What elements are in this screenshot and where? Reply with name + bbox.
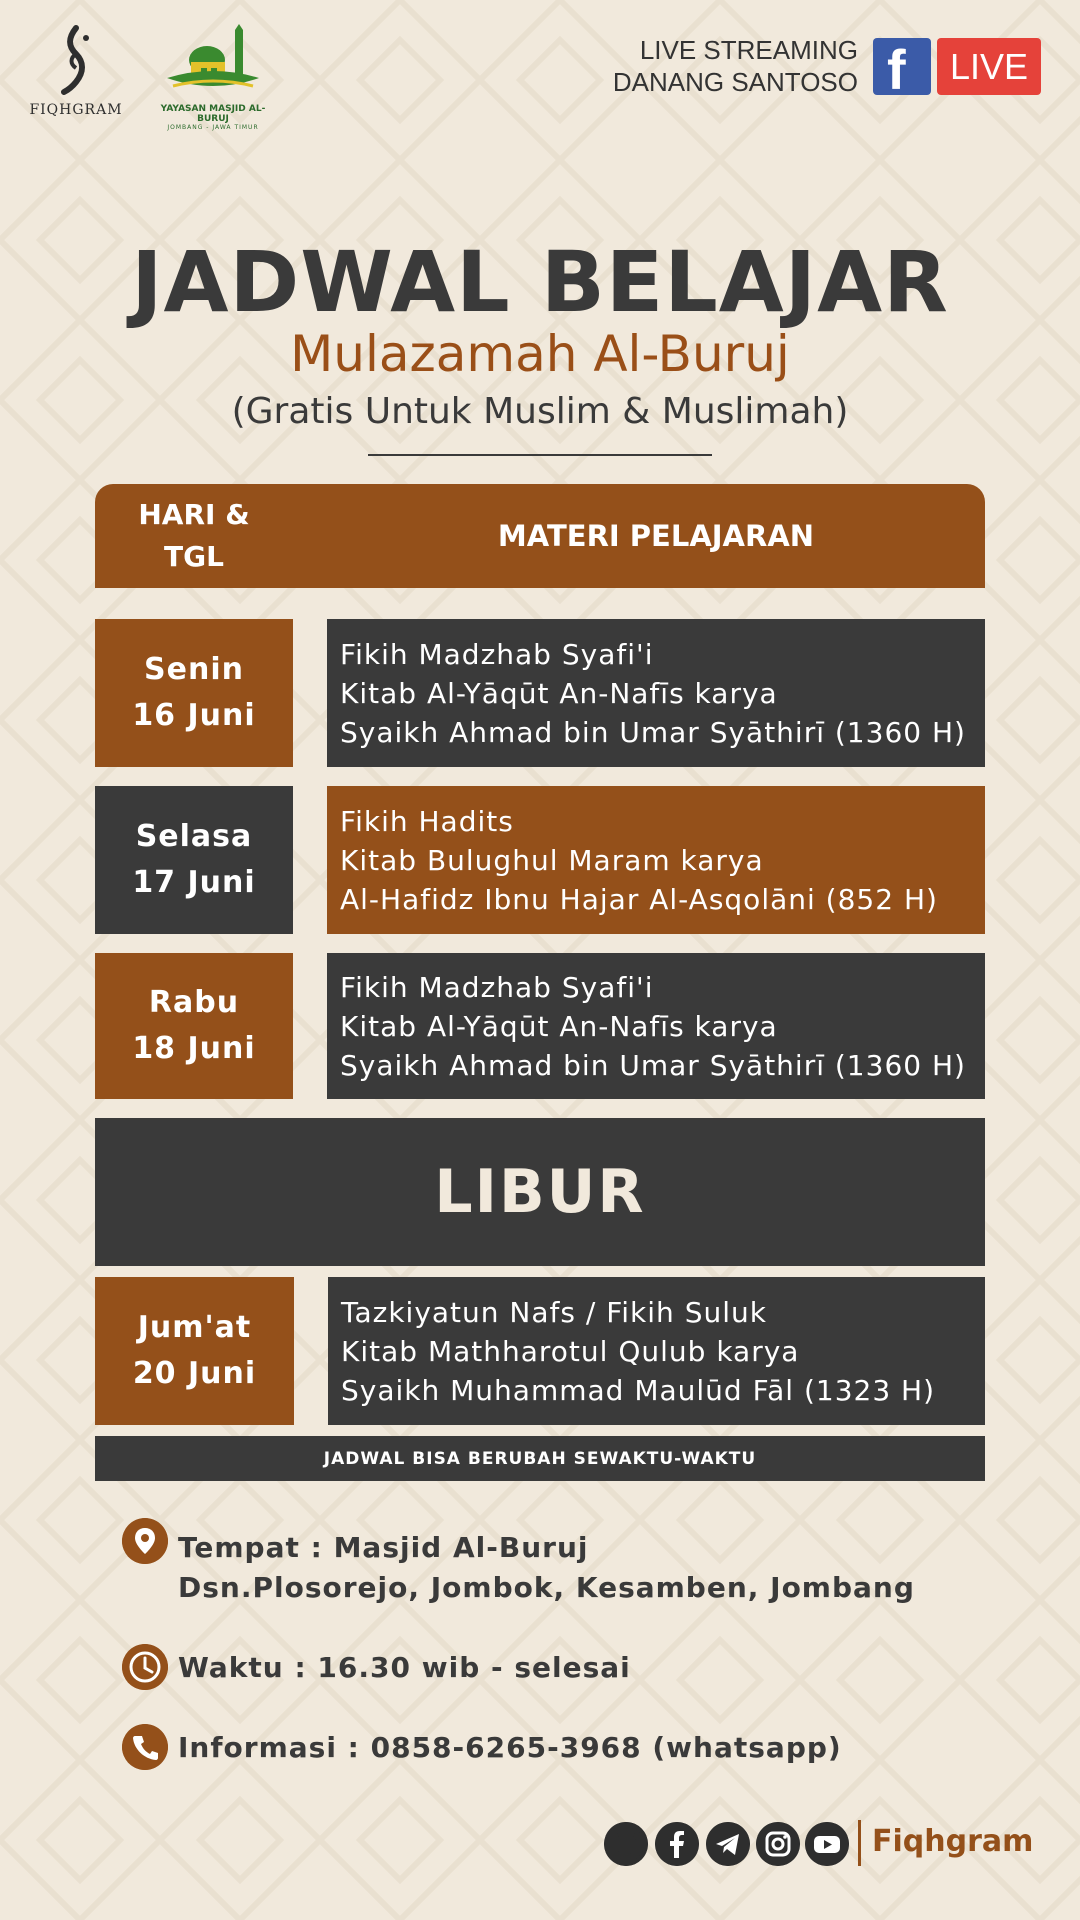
row-material-line: Kitab Al-Yāqūt An-Nafīs karya xyxy=(340,676,778,710)
location-pin-icon xyxy=(122,1518,168,1564)
table-row-day xyxy=(95,619,293,767)
table-row-day xyxy=(95,786,293,934)
holiday-banner: LIBUR xyxy=(95,1118,985,1266)
page-subnote: (Gratis Untuk Muslim & Muslimah) xyxy=(231,391,849,432)
page-title: JADWAL BELAJAR xyxy=(131,233,949,331)
schedule-notice: JADWAL BISA BERUBAH SEWAKTU-WAKTU xyxy=(95,1436,985,1481)
table-row-day xyxy=(95,953,293,1099)
table-row-material xyxy=(328,1277,985,1425)
row-material-line: Syaikh Ahmad bin Umar Syāthirī (1360 H) xyxy=(340,715,966,749)
title-divider xyxy=(368,454,712,456)
live-streaming-label xyxy=(613,34,858,98)
page-subtitle: Mulazamah Al-Buruj xyxy=(290,325,790,383)
phone-icon xyxy=(122,1724,168,1770)
row-day-date: 20 Juni xyxy=(132,1356,257,1391)
row-day-date: 16 Juni xyxy=(132,698,256,733)
fiqhgram-logo xyxy=(28,24,124,124)
fiqhgram-logo-name: FIQHGRAM xyxy=(29,102,123,118)
mosque-icon xyxy=(163,24,263,100)
row-day-date: 18 Juni xyxy=(132,1031,256,1066)
row-material-line: Kitab Bulughul Maram karya xyxy=(340,843,764,877)
info-place-line1: Tempat : Masjid Al-Buruj xyxy=(178,1531,589,1564)
table-row-day xyxy=(95,1277,294,1425)
yayasan-logo-sub: JOMBANG - JAWA TIMUR xyxy=(167,124,259,131)
row-day-name: Rabu xyxy=(148,985,240,1020)
row-material-line: Kitab Mathharotul Qulub karya xyxy=(341,1334,800,1368)
whatsapp-icon[interactable] xyxy=(604,1822,648,1866)
row-material-line: Fikih Madzhab Syafi'i xyxy=(340,637,654,671)
column-header-day xyxy=(95,484,293,588)
row-material-line: Fikih Madzhab Syafi'i xyxy=(340,970,654,1004)
info-place-line2: Dsn.Plosorejo, Jombok, Kesamben, Jombang xyxy=(178,1571,915,1604)
table-header xyxy=(95,484,985,588)
instagram-icon[interactable] xyxy=(756,1822,800,1866)
row-material-line: Tazkiyatun Nafs / Fikih Suluk xyxy=(341,1295,767,1329)
row-material-line: Syaikh Ahmad bin Umar Syāthirī (1360 H) xyxy=(340,1048,966,1082)
row-day-name: Jum'at xyxy=(137,1310,252,1345)
row-material-line: Al-Hafidz Ibnu Hajar Al-Asqolāni (852 H) xyxy=(340,882,938,916)
fiqhgram-logo-icon xyxy=(46,24,106,96)
row-day-date: 17 Juni xyxy=(132,865,256,900)
column-header-day-line2: TGL xyxy=(164,540,224,573)
row-material-line: Fikih Hadits xyxy=(340,804,514,838)
youtube-icon[interactable] xyxy=(805,1822,849,1866)
facebook-social-icon[interactable] xyxy=(655,1822,699,1866)
table-row-material xyxy=(327,786,985,934)
live-streaming-line2: DANANG SANTOSO xyxy=(612,67,858,97)
table-row-material xyxy=(327,619,985,767)
column-header-material: MATERI PELAJARAN xyxy=(497,519,815,553)
facebook-icon xyxy=(873,38,931,101)
row-material-line: Syaikh Muhammad Maulūd Fāl (1323 H) xyxy=(341,1373,936,1407)
clock-icon xyxy=(122,1644,168,1690)
row-day-name: Selasa xyxy=(135,819,253,854)
info-place xyxy=(178,1528,915,1608)
table-row-material xyxy=(327,953,985,1099)
facebook-letter: f xyxy=(887,38,906,101)
live-streaming-line1: LIVE STREAMING xyxy=(639,35,858,65)
yayasan-logo-name: YAYASAN MASJID AL-BURUJ xyxy=(160,104,266,124)
yayasan-logo xyxy=(148,24,278,131)
info-time: Waktu : 16.30 wib - selesai xyxy=(178,1651,631,1684)
row-day-name: Senin xyxy=(144,652,244,687)
brand-name: Fiqhgram xyxy=(872,1824,1034,1859)
brand-separator xyxy=(858,1820,861,1866)
live-badge: LIVE xyxy=(937,38,1041,95)
row-material-line: Kitab Al-Yāqūt An-Nafīs karya xyxy=(340,1009,778,1043)
telegram-icon[interactable] xyxy=(706,1822,750,1866)
column-header-day-line1: HARI & xyxy=(138,498,250,531)
info-contact: Informasi : 0858-6265-3968 (whatsapp) xyxy=(178,1731,842,1764)
